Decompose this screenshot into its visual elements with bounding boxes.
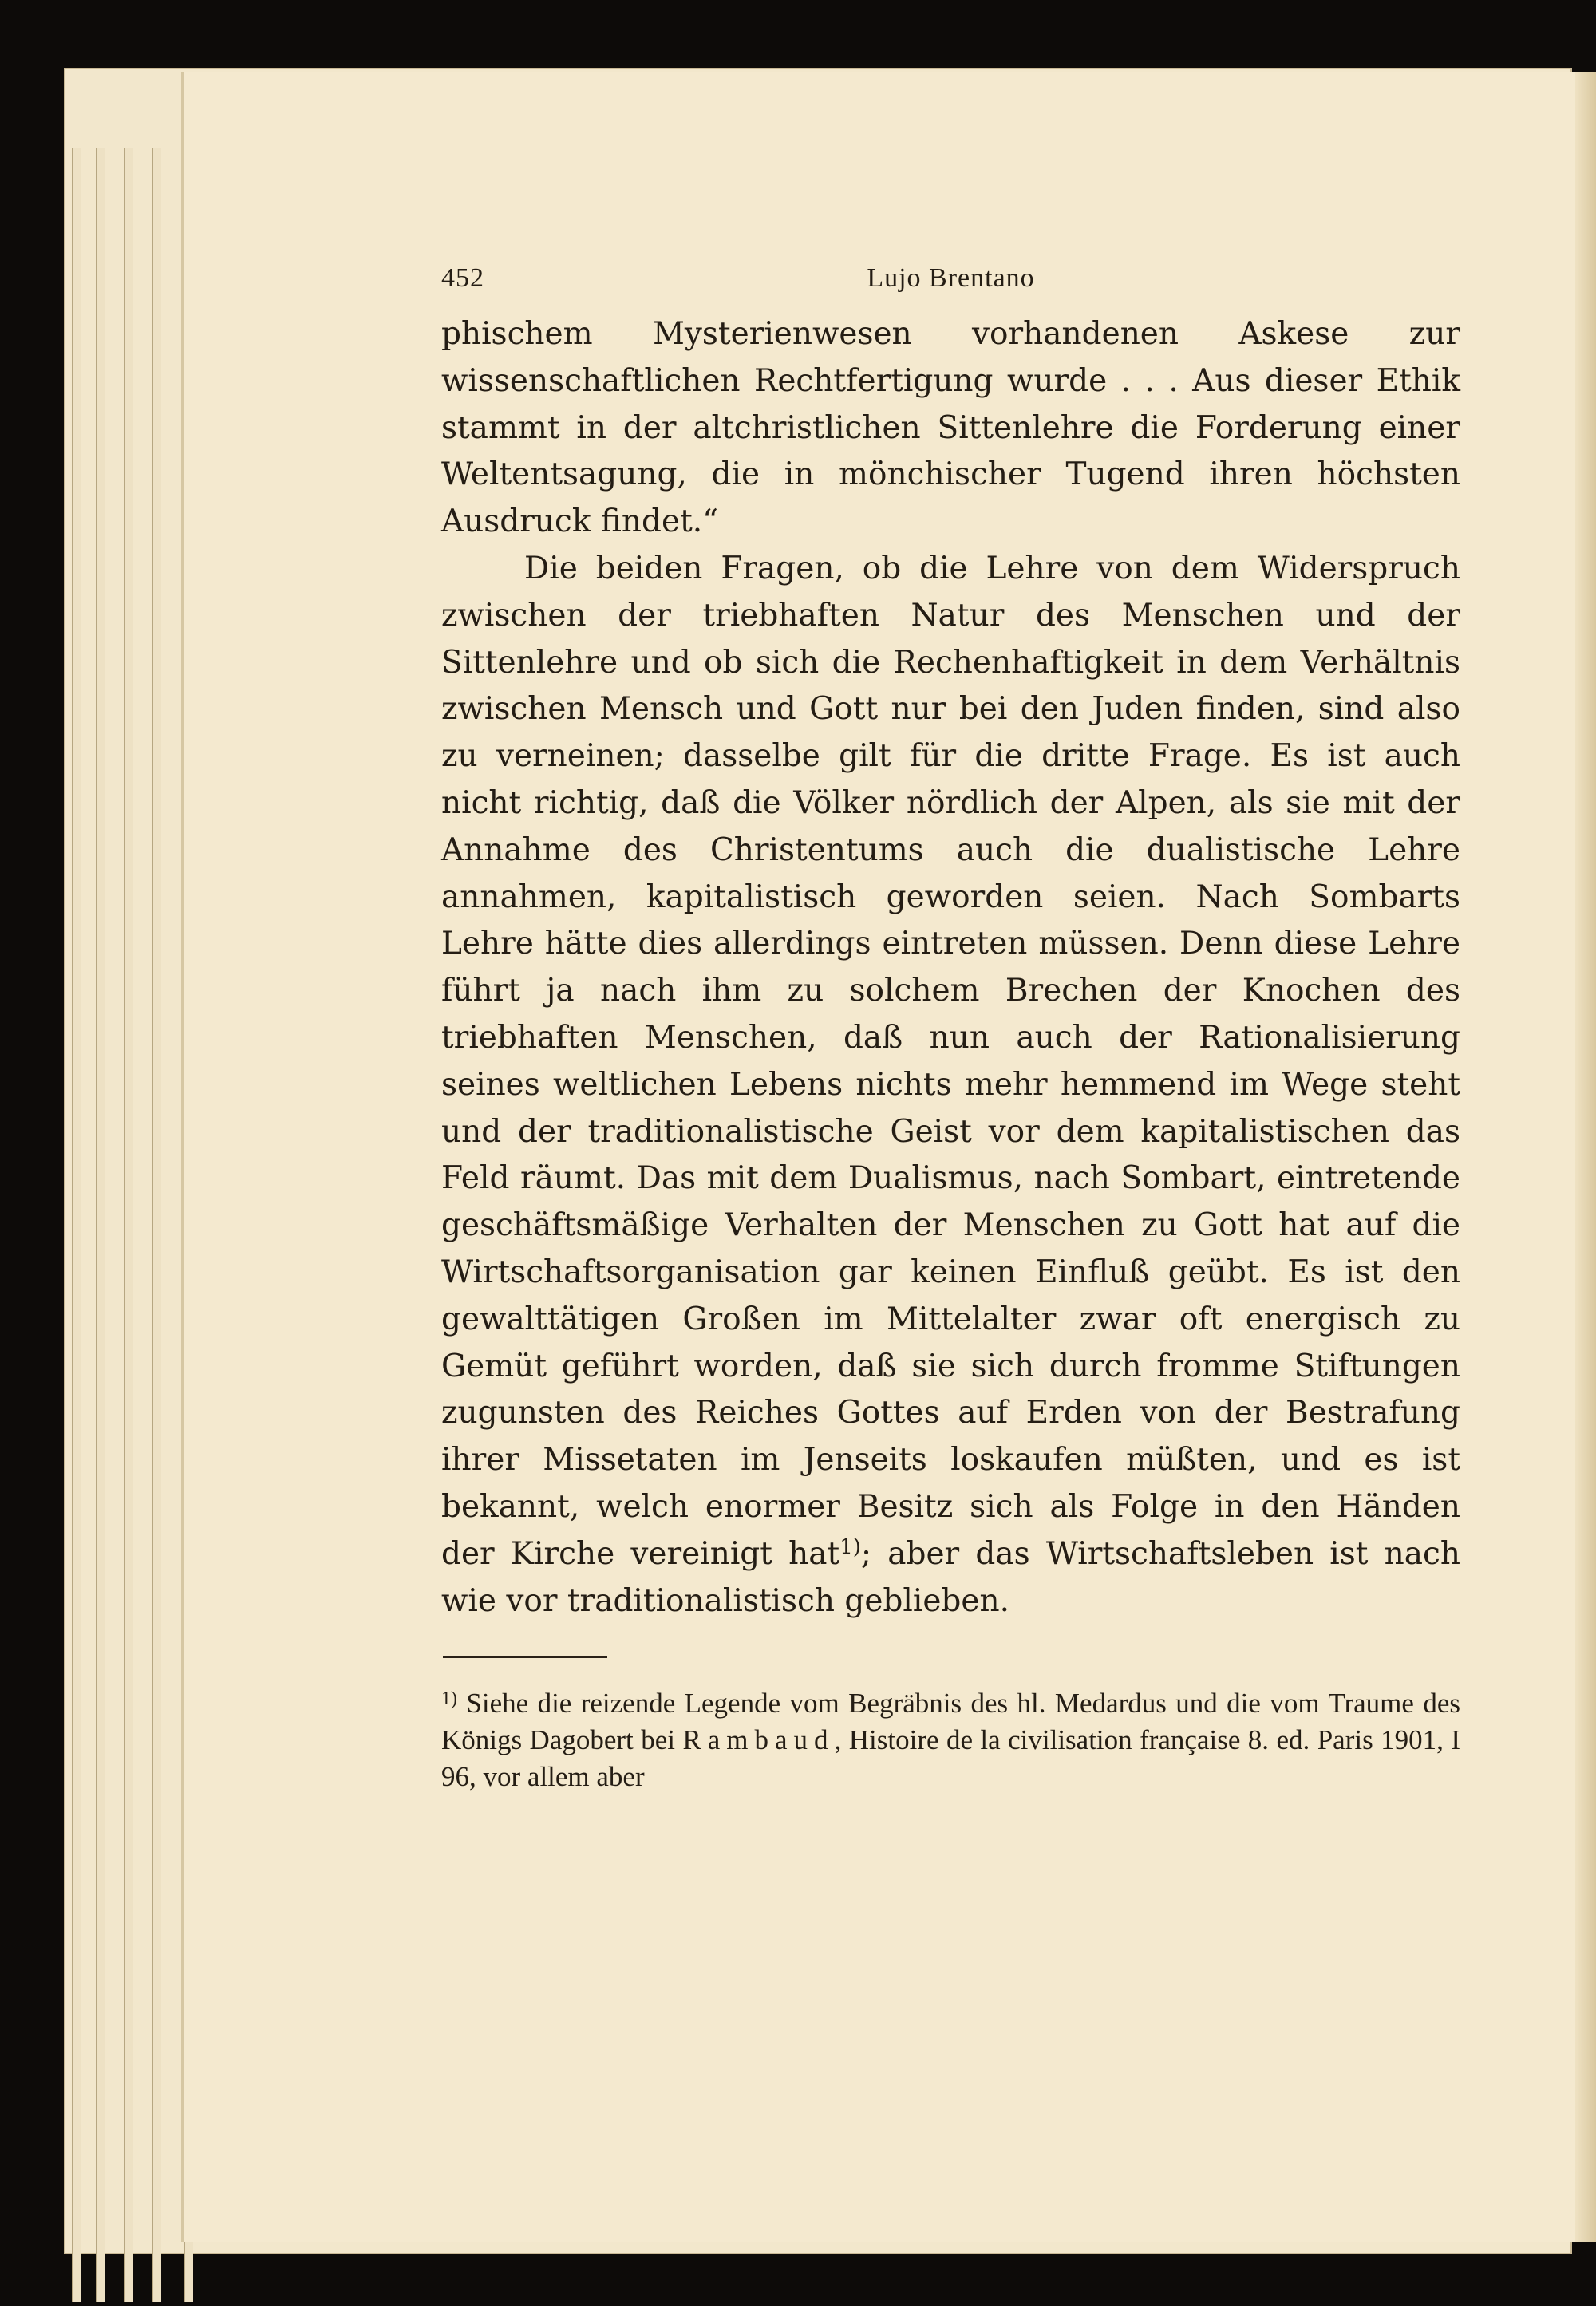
page-number: 452 <box>441 263 484 293</box>
paragraph-main-text: Die beiden Fragen, ob die Lehre von dem Widerspruch zwischen der triebhaften Natur des Menschen und der Sittenlehre und ob sich die Rechenhaftigkeit in dem Verhältnis zwischen Mensch und Gott nur bei den Juden finden, sind also zu verneinen; dasselbe gilt für die dritte Frage. Es ist auch nicht richtig, daß die Völker nördlich der Alpen, als sie mit der Annahme des Christentums auch die dualistische Lehre annahmen, kapitalistisch geworden seien. Nach Sombarts Lehre hätte dies allerdings eintreten müssen. Denn diese Lehre führt ja nach ihm zu solchem Brechen der Knochen des triebhaften Menschen, daß nun auch der Rationalisierung seines weltlichen Lebens nichts mehr hemmend im Wege steht und der traditionalistische Geist vor dem kapitalistischen das Feld räumt. Das mit dem Dualismus, nach Sombart, eintretende geschäftsmäßige Verhalten der Menschen zu Gott hat auf die Wirtschaftsorganisation gar keinen Einfluß geübt. Es ist den gewalttätigen Großen im Mittelalter zwar oft energisch zu Gemüt geführt worden, daß sie sich durch fromme Stiftungen zugunsten des Reiches Gottes auf Erden von der Bestrafung ihrer Missetaten im Jenseits loskaufen müßten, und es ist bekannt, welch enormer Besitz sich als Folge in den Händen der Kirche vereinigt hat <box>441 550 1460 1572</box>
page-gutter <box>1575 72 1596 2242</box>
footnote-text: Siehe die reizende Legende vom Begräbnis des hl. Medardus und die vom Traume des Königs Dagobert bei <box>441 1688 1460 1756</box>
page-edge <box>96 148 105 2302</box>
running-title: Lujo Brentano <box>867 263 1035 293</box>
page-edge <box>72 148 81 2302</box>
footnote-rule <box>443 1656 607 1658</box>
footnote-author: Rambaud <box>682 1724 835 1756</box>
text-block <box>441 263 1460 1795</box>
paragraph-main <box>441 546 1460 1625</box>
paragraph-main-text-end: ; aber das Wirtschaftsleben ist nach wie vor traditionalistisch geblieben. <box>441 1535 1460 1619</box>
body-text <box>441 311 1460 1625</box>
footnote-marker: 1) <box>441 1688 457 1710</box>
running-head <box>441 263 1460 311</box>
footnote <box>441 1680 1460 1795</box>
footnote-text-end: , Histoire de la civilisation française 8. ed. Paris 1901, I 96, vor allem aber <box>441 1724 1460 1793</box>
page-edge <box>124 148 133 2302</box>
paragraph-continuation: phischem Mysterienwesen vorhandenen Askese zur wissenschaftlichen Rechtfertigung wurde . . . Aus dieser Ethik stammt in der altchristlichen Sittenlehre die Forderung einer Weltentsagung, die in mönchischer Tugend ihren höchsten Ausdruck findet.“ <box>441 316 1460 540</box>
page-edge <box>152 148 161 2302</box>
footnote-reference[interactable]: 1) <box>839 1534 861 1559</box>
